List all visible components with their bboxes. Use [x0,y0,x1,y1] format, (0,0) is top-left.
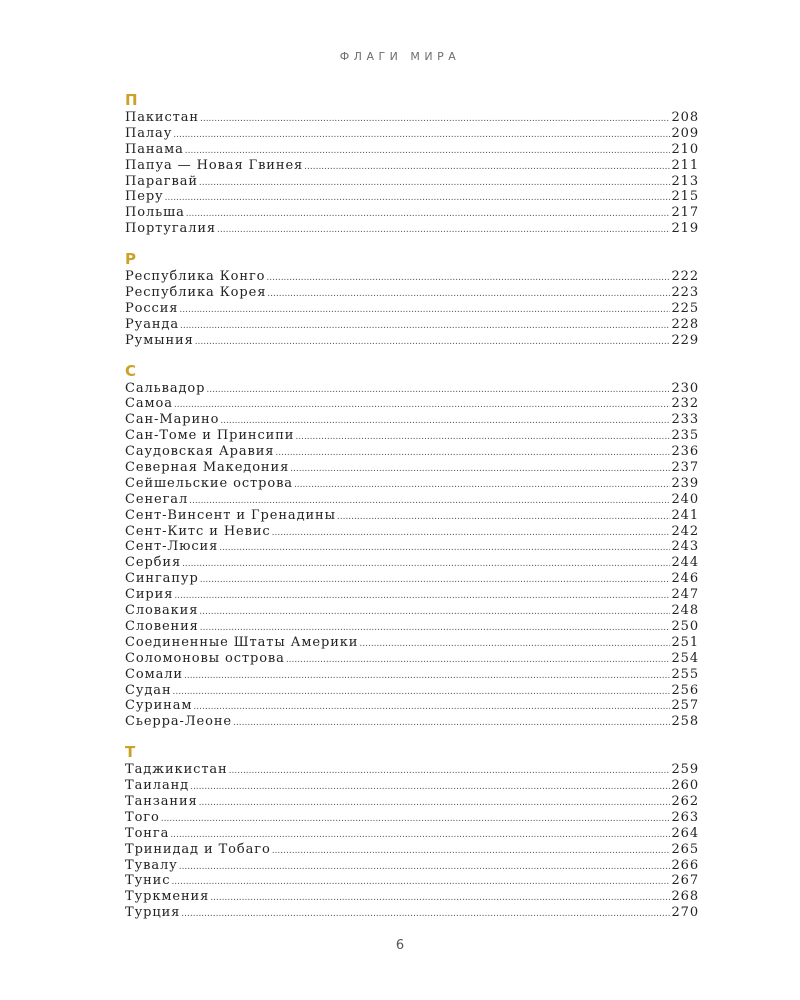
entry-page-number: 263 [671,809,699,825]
entry-page-number: 242 [671,523,699,539]
entry-page-number: 247 [671,587,699,603]
dot-leader [266,271,670,287]
entry-country-name: Таиланд [125,778,190,794]
dot-leader [294,478,671,494]
dot-leader [179,303,670,319]
entry-page-number: 257 [671,698,699,714]
entry-country-name: Сенегал [125,491,189,507]
entry-country-name: Португалия [125,221,217,237]
entry-page-number: 250 [671,618,699,634]
entry-page-number: 240 [671,491,699,507]
dot-leader [181,907,670,923]
entry-country-name: Суринам [125,698,193,714]
toc-entry[interactable] [125,158,699,174]
dot-leader [229,764,671,780]
entry-page-number: 248 [671,603,699,619]
entry-page-number: 256 [671,682,699,698]
entry-page-number: 239 [671,475,699,491]
toc-entry[interactable] [125,873,699,889]
toc-entry[interactable] [125,810,699,826]
entry-page-number: 208 [671,110,699,125]
dot-leader [180,319,671,335]
entry-page-number: 233 [671,412,699,428]
entry-page-number: 241 [671,507,699,523]
toc-section [125,250,699,348]
entry-country-name: Сингапур [125,571,199,587]
section-letter: П [125,91,138,109]
entry-country-name: Румыния [125,332,194,348]
dot-leader [165,191,671,207]
section-letter: Т [125,743,136,762]
entry-page-number: 213 [671,173,699,189]
toc-entry[interactable] [125,174,699,190]
toc-entry[interactable] [125,905,699,921]
dot-leader [200,112,671,128]
entry-country-name: Туркмения [125,889,210,905]
toc-entry[interactable] [125,142,699,158]
entry-country-name: Турция [125,905,181,921]
section-letter: Р [125,250,136,269]
entry-page-number: 264 [671,825,699,841]
entry-page-number: 230 [671,380,699,396]
dot-leader [210,891,670,907]
entry-country-name: Сент-Люсия [125,539,219,555]
toc-entry[interactable] [125,205,699,221]
toc-entry[interactable] [125,508,699,524]
entry-page-number: 259 [671,762,699,778]
entry-country-name: Россия [125,300,179,316]
entry-country-name: Руанда [125,316,179,332]
entry-country-name: Сан-Марино [125,412,220,428]
dot-leader [217,223,670,239]
entry-country-name: Сент-Китс и Невис [125,523,271,539]
entry-page-number: 215 [671,189,699,205]
entry-country-name: Палау [125,125,173,141]
dot-leader [267,287,670,303]
entry-country-name: Панама [125,141,184,157]
dot-leader [174,589,670,605]
entry-page-number: 243 [671,539,699,555]
entry-country-name: Танзания [125,793,198,809]
dot-leader [190,780,670,796]
entry-country-name: Тонга [125,825,170,841]
dot-leader [174,398,671,414]
entry-page-number: 236 [671,444,699,460]
entry-country-name: Тринидад и Тобаго [125,841,271,857]
entry-country-name: Парагвай [125,173,198,189]
entry-country-name: Соединенные Штаты Америки [125,634,359,650]
dot-leader [199,176,671,192]
toc-entry[interactable] [125,524,699,540]
toc-entry[interactable] [125,492,699,508]
toc-entry[interactable] [125,476,699,492]
toc-entry[interactable] [125,444,699,460]
dot-leader [233,716,670,732]
entry-page-number: 268 [671,889,699,905]
toc-entry[interactable] [125,126,699,142]
entry-country-name: Республика Конго [125,269,266,285]
dot-leader [182,557,670,573]
entry-country-name: Соломоновы острова [125,650,285,666]
entry-country-name: Перу [125,189,164,205]
entry-page-number: 222 [671,269,699,285]
toc-entry[interactable] [125,889,699,905]
section-letter: С [125,361,137,380]
entry-page-number: 228 [671,316,699,332]
toc-entry[interactable] [125,603,699,619]
entry-country-name: Северная Македония [125,460,290,476]
entry-country-name: Сьерра-Леоне [125,714,233,730]
toc-entry[interactable] [125,301,699,317]
entry-country-name: Того [125,809,160,825]
toc-entry[interactable] [125,778,699,794]
dot-leader [173,685,671,701]
dot-leader [272,526,671,542]
entry-page-number: 210 [671,141,699,157]
toc-entry[interactable] [125,683,699,699]
toc-entry[interactable] [125,635,699,651]
dot-leader [193,700,670,716]
dot-leader [219,541,670,557]
dot-leader [275,446,670,462]
entry-page-number: 266 [671,857,699,873]
toc-entry[interactable] [125,333,699,349]
dot-leader [186,207,671,223]
dot-leader [199,605,670,621]
entry-country-name: Сейшельские острова [125,475,293,491]
entry-page-number: 237 [671,460,699,476]
table-of-contents [125,88,699,934]
toc-section [125,743,699,921]
page-number: 6 [395,938,405,953]
toc-entry[interactable] [125,412,699,428]
toc-entry[interactable] [125,651,699,667]
entry-page-number: 265 [671,841,699,857]
toc-entry[interactable] [125,826,699,842]
dot-leader [272,844,671,860]
toc-entry[interactable] [125,285,699,301]
toc-entry[interactable] [125,571,699,587]
entry-page-number: 235 [671,428,699,444]
entry-country-name: Тунис [125,873,171,889]
toc-entry[interactable] [125,539,699,555]
running-head: ФЛАГИ МИРА [339,50,461,63]
toc-entry[interactable] [125,221,699,237]
toc-entry[interactable] [125,189,699,205]
entry-page-number: 254 [671,650,699,666]
toc-entry[interactable] [125,317,699,333]
toc-entry[interactable] [125,842,699,858]
toc-entry[interactable] [125,714,699,730]
toc-entry[interactable] [125,762,699,778]
entry-page-number: 211 [671,157,699,173]
toc-entry[interactable] [125,619,699,635]
entry-country-name: Пакистан [125,110,199,125]
toc-entry[interactable] [125,858,699,874]
entry-country-name: Папуа — Новая Гвинея [125,157,304,173]
toc-entry[interactable] [125,396,699,412]
dot-leader [206,383,670,399]
entry-page-number: 267 [671,873,699,889]
dot-leader [200,573,671,589]
entry-country-name: Судан [125,682,172,698]
dot-leader [359,637,670,653]
entry-page-number: 229 [671,332,699,348]
entry-page-number: 251 [671,634,699,650]
dot-leader [179,860,671,876]
toc-section [125,362,699,731]
dot-leader [184,669,671,685]
entry-page-number: 225 [671,300,699,316]
toc-entry[interactable] [125,460,699,476]
toc-entry[interactable] [125,428,699,444]
entry-page-number: 258 [671,714,699,730]
toc-entry[interactable] [125,555,699,571]
dot-leader [290,462,670,478]
dot-leader [161,812,671,828]
dot-leader [337,510,671,526]
toc-entry[interactable] [125,667,699,683]
entry-page-number: 255 [671,666,699,682]
toc-entry[interactable] [125,587,699,603]
entry-page-number: 246 [671,571,699,587]
toc-entry[interactable] [125,698,699,714]
entry-page-number: 260 [671,778,699,794]
entry-country-name: Тувалу [125,857,178,873]
entry-country-name: Самоа [125,396,173,412]
entry-country-name: Республика Корея [125,285,267,301]
entry-country-name: Сербия [125,555,182,571]
dot-leader [171,875,670,891]
dot-leader [295,430,670,446]
toc-entry[interactable] [125,381,699,397]
dot-leader [199,796,671,812]
entry-page-number: 244 [671,555,699,571]
toc-entry[interactable] [125,269,699,285]
toc-entry[interactable] [125,794,699,810]
entry-page-number: 262 [671,793,699,809]
entry-page-number: 209 [671,125,699,141]
entry-page-number: 223 [671,285,699,301]
dot-leader [286,653,671,669]
entry-country-name: Сирия [125,587,174,603]
entry-country-name: Саудовская Аравия [125,444,275,460]
entry-country-name: Сент-Винсент и Гренадины [125,507,336,523]
dot-leader [195,335,671,351]
dot-leader [304,160,670,176]
entry-country-name: Таджикистан [125,762,228,778]
dot-leader [173,128,670,144]
toc-entry[interactable] [125,110,699,126]
entry-country-name: Сомали [125,666,183,682]
entry-page-number: 219 [671,221,699,237]
entry-page-number: 232 [671,396,699,412]
entry-page-number: 217 [671,205,699,221]
toc-section [125,91,699,237]
entry-country-name: Словакия [125,603,199,619]
entry-country-name: Словения [125,618,199,634]
entry-page-number: 270 [671,905,699,921]
entry-country-name: Сан-Томе и Принсипи [125,428,295,444]
entry-country-name: Сальвадор [125,380,206,396]
entry-country-name: Польша [125,205,185,221]
